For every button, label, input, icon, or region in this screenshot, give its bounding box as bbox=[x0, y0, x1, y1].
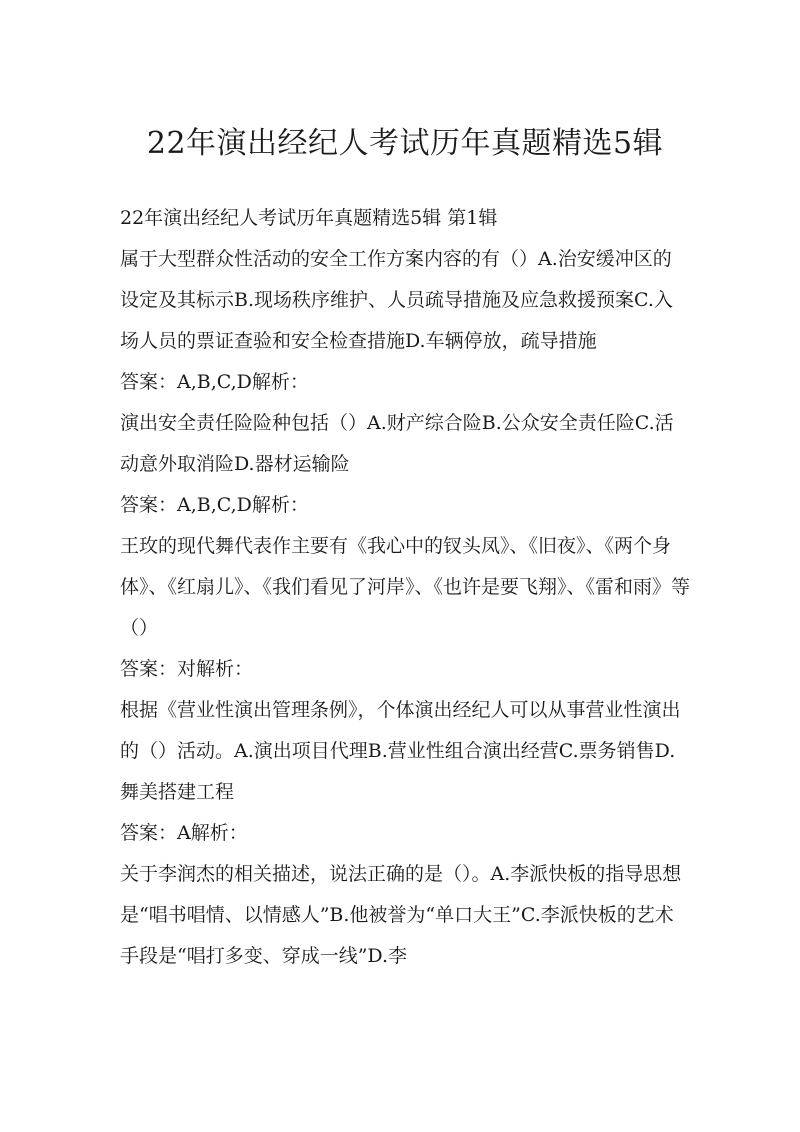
document-body bbox=[120, 198, 690, 977]
document-subtitle: 22年演出经纪人考试历年真题精选5辑 第1辑 bbox=[120, 207, 498, 229]
question-text: 属于大型群众性活动的安全工作方案内容的有（）A.治安缓冲区的设定及其标示B.现场秩序维护、人员疏导措施及应急救援预案C.入场人员的票证查验和安全检查措施D.车辆停放，疏导措施 bbox=[120, 248, 673, 352]
answer-text: 答案：A,B,C,D解析： bbox=[120, 371, 309, 393]
question-text: 王玫的现代舞代表作主要有《我心中的钗头凤》、《旧夜》、《两个身体》、《红扇儿》、《我们看见了河岸》、《也许是要飞翔》、《雷和雨》等（） bbox=[120, 535, 691, 639]
question-text: 演出安全责任险险种包括（）A.财产综合险B.公众安全责任险C.活动意外取消险D.器材运输险 bbox=[120, 412, 674, 475]
question-text: 关于李润杰的相关描述，说法正确的是（）。A.李派快板的指导思想是“唱书唱情、以情感人”B.他被誉为“单口大王”C.李派快板的艺术手段是“唱打多变、穿成一线”D.李 bbox=[120, 863, 682, 967]
answer-text: 答案：A,B,C,D解析： bbox=[120, 494, 309, 516]
question-text: 根据《营业性演出管理条例》，个体演出经纪人可以从事营业性演出的（）活动。A.演出项目代理B.营业性组合演出经营C.票务销售D.舞美搭建工程 bbox=[120, 699, 681, 803]
answer-text: 答案：对解析： bbox=[120, 658, 254, 680]
document-title: 22年演出经纪人考试历年真题精选5辑 bbox=[146, 126, 664, 161]
answer-text: 答案：A解析： bbox=[120, 822, 248, 844]
